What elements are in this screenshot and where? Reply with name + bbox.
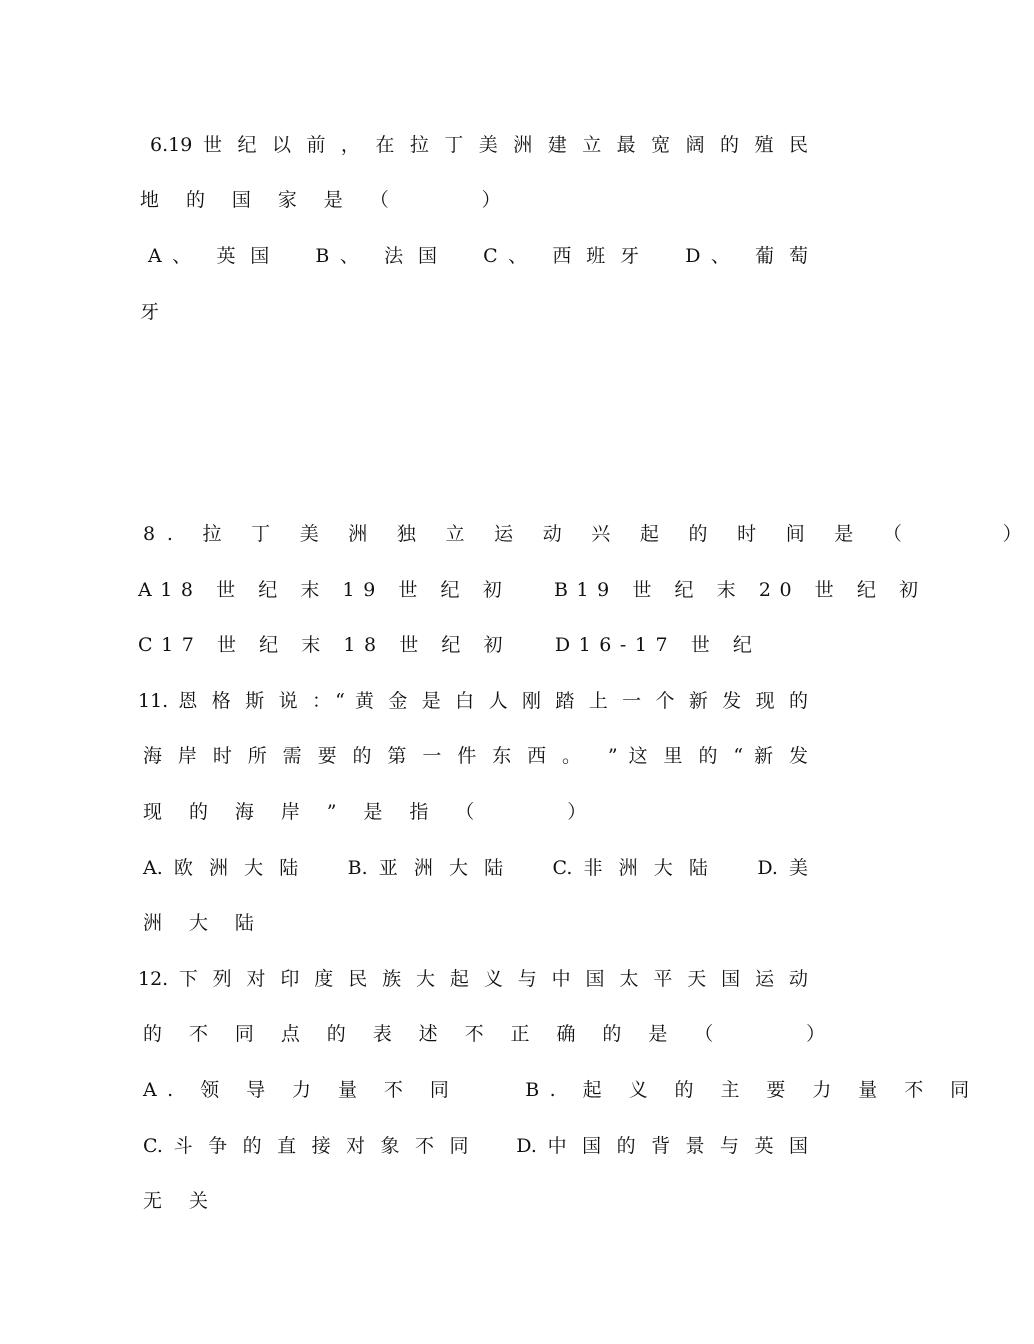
question-11-stem-line-1: 11. 恩 格 斯 说 ：“ 黄 金 是 白 人 刚 踏 上 一 个 新 发 现 的 xyxy=(138,690,808,712)
question-6-stem-line-2: 地 的 国 家 是 （ ） xyxy=(140,189,512,211)
question-12-options-line-3: 无 关 xyxy=(143,1190,219,1212)
question-8-stem: 8. 拉 丁 美 洲 独 立 运 动 兴 起 的 时 间 是 （ ） xyxy=(143,523,1034,545)
question-12-options-line-1: A. 领 导 力 量 不 同 B. 起 义 的 主 要 力 量 不 同 xyxy=(143,1079,980,1101)
question-12-stem-line-2: 的 不 同 点 的 表 述 不 正 确 的 是 （ ） xyxy=(143,1023,836,1045)
question-11-options-line-1: A. 欧 洲 大 陆 B. 亚 洲 大 陆 C. 非 洲 大 陆 D. 美 xyxy=(143,857,808,879)
question-6-options-line-1: A 、 英 国 B 、 法 国 C 、 西 班 牙 D 、 葡 萄 xyxy=(148,245,808,267)
question-11-options-line-2: 洲 大 陆 xyxy=(143,912,265,934)
question-6-stem-line-1: 6.19 世 纪 以 前 ， 在 拉 丁 美 洲 建 立 最 宽 阔 的 殖 民 xyxy=(150,134,808,156)
question-8-options-line-2: C17 世 纪 末 18 世 纪 初 D16-17 世 纪 xyxy=(138,634,761,656)
question-11-stem-line-2: 海 岸 时 所 需 要 的 第 一 件 东 西 。 ” 这 里 的 “ 新 发 xyxy=(143,745,808,767)
question-12-stem-line-1: 12. 下 列 对 印 度 民 族 大 起 义 与 中 国 太 平 天 国 运 动 xyxy=(138,968,808,990)
question-11-stem-line-3: 现 的 海 岸 ” 是 指 （ ） xyxy=(143,801,597,823)
question-12-options-line-2: C. 斗 争 的 直 接 对 象 不 同 D. 中 国 的 背 景 与 英 国 xyxy=(143,1135,808,1157)
question-8-options-line-1: A18 世 纪 末 19 世 纪 初 B19 世 纪 末 20 世 纪 初 xyxy=(138,579,927,601)
question-6-options-line-2: 牙 xyxy=(140,301,170,323)
